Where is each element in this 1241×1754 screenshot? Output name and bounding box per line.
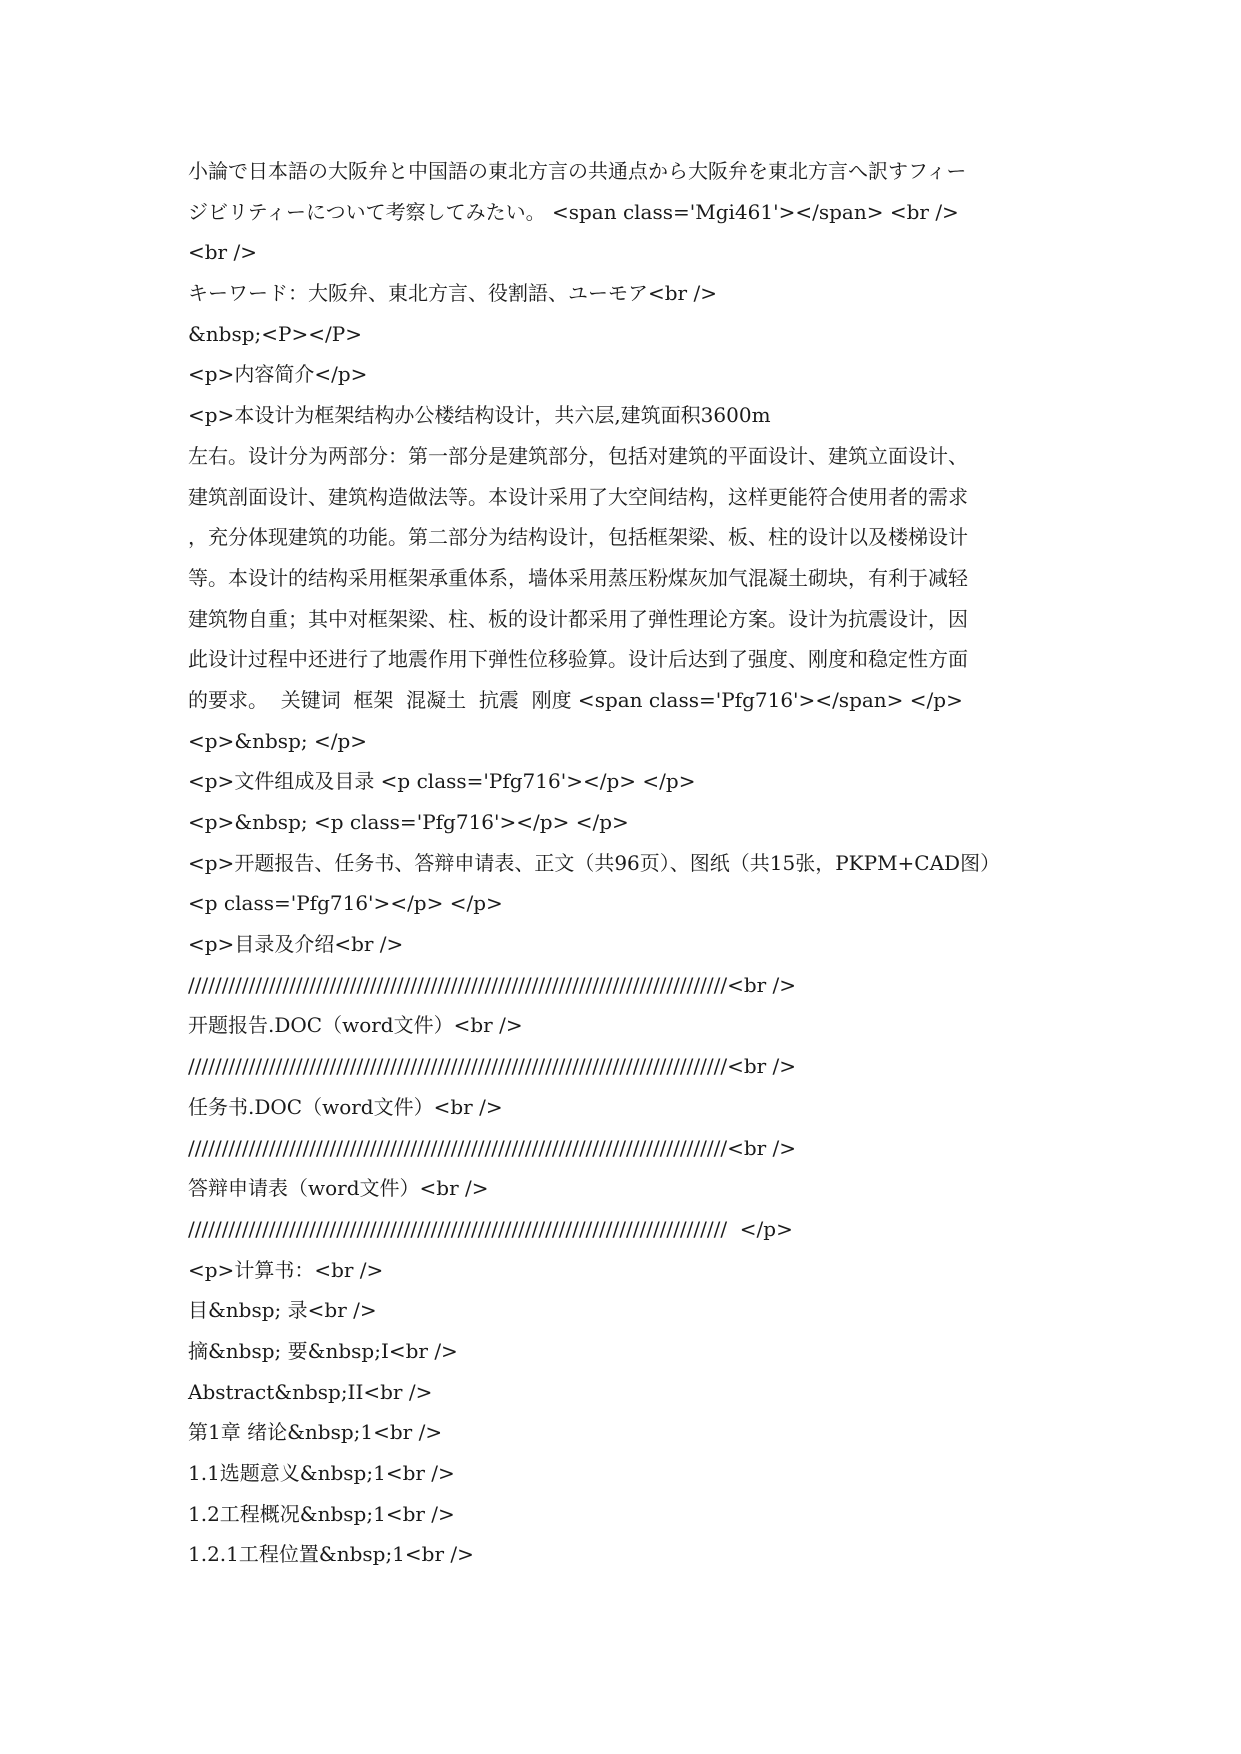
document-line: 1.1选题意义&nbsp;1<br /> bbox=[188, 1461, 455, 1485]
document-line: ジビリティーについて考察してみたい。 <span class='Mgi461'></span> <br /> bbox=[188, 199, 959, 224]
document-line: ////////////////////////////////////////////////////////////////////////////////<br /> bbox=[188, 972, 797, 997]
document-line: 此设计过程中还进行了地震作用下弹性位移验算。设计后达到了强度、刚度和稳定性方面 bbox=[188, 647, 968, 672]
document-line: 建筑物自重；其中对框架梁、柱、板的设计都采用了弹性理论方案。设计为抗震设计，因 bbox=[188, 606, 968, 631]
document-line: 开题报告.DOC（word文件）<br /> bbox=[188, 1013, 523, 1038]
document-line: <p>本设计为框架结构办公楼结构设计，共六层,建筑面积3600m bbox=[188, 403, 771, 428]
document-line: 的要求。 关键词 框架 混凝土 抗震 刚度 <span class='Pfg716'></span> </p> bbox=[188, 687, 963, 712]
document-line: <p>开题报告、任务书、答辩申请表、正文（共96页）、图纸（共15张，PKPM+CAD图） bbox=[188, 850, 1001, 875]
document-line: <p>&nbsp; </p> bbox=[188, 728, 368, 753]
document-line: &nbsp;<P></P> bbox=[188, 321, 362, 346]
document-line: 答辩申请表（word文件）<br /> bbox=[188, 1176, 489, 1201]
document-line: //////////////////////////////////////////////////////////////////////////////// </p> bbox=[188, 1216, 793, 1241]
document-line: <p class='Pfg716'></p> </p> bbox=[188, 891, 503, 916]
document-line: ////////////////////////////////////////////////////////////////////////////////<br /> bbox=[188, 1135, 797, 1160]
document-line: 建筑剖面设计、建筑构造做法等。本设计采用了大空间结构，这样更能符合使用者的需求 bbox=[188, 484, 968, 509]
document-line: 目&nbsp; 录<br /> bbox=[188, 1298, 377, 1323]
document-line: 摘&nbsp; 要&nbsp;I<br /> bbox=[188, 1338, 458, 1363]
document-line: <p>内容简介</p> bbox=[188, 362, 368, 387]
document-line: <p>目录及介绍<br /> bbox=[188, 932, 404, 957]
document-line: 左右。设计分为两部分：第一部分是建筑部分，包括对建筑的平面设计、建筑立面设计、 bbox=[188, 443, 968, 468]
document-line: <br /> bbox=[188, 240, 257, 265]
document-line: <p>计算书：<br /> bbox=[188, 1257, 384, 1282]
document-line: <p>&nbsp; <p class='Pfg716'></p> </p> bbox=[188, 810, 629, 834]
document-line: 1.2.1工程位置&nbsp;1<br /> bbox=[188, 1542, 474, 1567]
document-line: <p>文件组成及目录 <p class='Pfg716'></p> </p> bbox=[188, 769, 696, 794]
document-line: 小論で日本語の大阪弁と中国語の東北方言の共通点から大阪弁を東北方言へ訳すフィー bbox=[188, 159, 967, 183]
document-line: ，充分体现建筑的功能。第二部分为结构设计，包括框架梁、板、柱的设计以及楼梯设计 bbox=[188, 525, 968, 550]
document-line: 任务书.DOC（word文件）<br /> bbox=[188, 1094, 503, 1119]
document-line: Abstract&nbsp;II<br /> bbox=[188, 1379, 433, 1404]
document-line: 第1章 绪论&nbsp;1<br /> bbox=[188, 1420, 443, 1445]
document-line: 1.2工程概况&nbsp;1<br /> bbox=[188, 1501, 455, 1526]
document-line: キーワード：大阪弁、東北方言、役割語、ユーモア<br /> bbox=[188, 281, 717, 306]
document-body bbox=[188, 151, 1068, 1575]
document-line: 等。本设计的结构采用框架承重体系，墙体采用蒸压粉煤灰加气混凝土砌块，有利于减轻 bbox=[188, 565, 968, 590]
document-line: ////////////////////////////////////////////////////////////////////////////////<br /> bbox=[188, 1054, 797, 1079]
